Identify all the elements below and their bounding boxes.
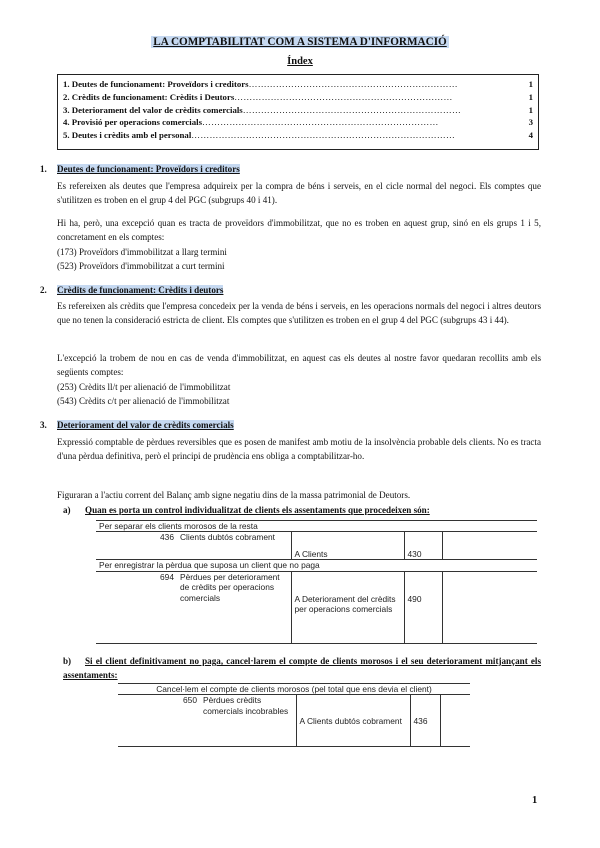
debit-account: Pèrdues per deteriorament de crèdits per operacions comercials: [177, 571, 291, 643]
debit-account: Clients dubtós cobrament: [177, 532, 291, 560]
section-3-heading: 3. Deteriorament del valor de crèdits comercials: [40, 420, 234, 430]
credit-account: A Clients dubtós cobrament: [296, 695, 410, 747]
credit-account: A Clients: [291, 532, 404, 560]
journal-caption: Cancel·lem el compte de clients morosos (pel total que ens devia el client): [156, 684, 432, 694]
account-line: (173) Proveïdors d'immobilitzat a llarg termini: [57, 247, 227, 257]
table-of-contents: [57, 74, 539, 150]
section-2-paragraph-2: L'excepció la trobem de nou en cas de venda d'immobilitzat, en aquest cas els deutes al nostre favor quedaran recollits amb els següents comptes:: [57, 353, 541, 377]
subsection-b: b) Si el client definitivament no paga, cancel·larem el compte de clients morosos i el seu deteriorament mitjançant els assentaments:: [63, 656, 541, 680]
toc-entry[interactable]: 3. Deteriorament del valor de crèdits comercials ……………………………………………………………… 1: [63, 104, 533, 115]
debit-amount: 650: [183, 695, 197, 706]
account-line: (253) Crèdits ll/t per alienació de l'immobilitzat: [57, 382, 231, 392]
journal-caption: Per enregistrar la pèrdua que suposa un client que no paga: [99, 560, 320, 571]
document-title: LA COMPTABILITAT COM A SISTEMA D'INFORMACIÓ: [153, 36, 447, 48]
section-3-paragraph-2: Figuraran a l'actiu corrent del Balanç amb signe negatiu dins de la massa patrimonial de Deutors.: [57, 490, 411, 500]
journal-caption-row: [118, 684, 470, 695]
journal-caption: Per separar els clients morosos de la resta: [96, 521, 537, 532]
account-line: (543) Crèdits c/t per alienació de l'immobilitzat: [57, 396, 230, 406]
debit-amount: 436: [160, 532, 174, 543]
credit-account: A Deteriorament del crèdits per operacions comercials: [291, 571, 404, 643]
journal-entry-row: [96, 571, 537, 643]
journal-entry-row: [96, 532, 537, 560]
section-3-paragraph-1: Expressió comptable de pèrdues reversibles que es posen de manifest amb motiu de la insolvència probable dels clients. No es tracta d'una pèrdua definitiva, però el principi de prudència ens obliga a comptabilitzar-ho.: [57, 437, 541, 461]
journal-table-a: [96, 520, 537, 644]
toc-entry[interactable]: 4. Provisió per operacions comercials …………………………………………………………………… 3: [63, 117, 533, 128]
journal-entry-row: [118, 695, 470, 747]
page-number: 1: [532, 795, 538, 806]
index-heading: Índex: [287, 56, 313, 67]
debit-amount: 694: [160, 571, 174, 582]
account-line: (523) Proveïdors d'immobilitzat a curt termini: [57, 261, 225, 271]
section-1-heading: 1. Deutes de funcionament: Proveïdors i creditors: [40, 164, 240, 174]
credit-code: 490: [404, 571, 442, 643]
toc-entry[interactable]: 1. Deutes de funcionament: Proveïdors i creditors …………………………………………………………… 1: [63, 79, 533, 89]
journal-table-b: [118, 683, 470, 747]
section-1-paragraph-1: Es refereixen als deutes que l'empresa adquireix per la compra de béns i serveis, en el cicle normal del negoci. Els comptes que s'utilitzen es troben en el grup 4 del PGC (subgrups 40 i 41).: [57, 181, 541, 205]
credit-code: 436: [410, 695, 440, 747]
section-1-paragraph-2: Hi ha, però, una excepció quan es tracta de proveïdors d'immobilitzat, que no es troben en aquest grup, sinó en els grups 1 i 5, concretament en els comptes:: [57, 218, 541, 242]
journal-caption-row: [96, 521, 537, 532]
section-2-paragraph-1: Es refereixen als crèdits que l'empresa concedeix per la venda de béns i serveis, en les operacions normals del negoci i altres deutors que no tenen la consideració estricta de client. Els comptes que s'utilitzen es troben en el grup 4 del PGC (subgrups 43 i 44).: [57, 301, 541, 325]
section-2-heading: 2. Crèdits de funcionament: Crèdits i deutors: [40, 285, 224, 295]
subsection-a: a) Quan es porta un control individualitzat de clients els assentaments que procedeixen són:: [63, 505, 430, 515]
toc-entry[interactable]: 2. Crèdits de funcionament: Crèdits i Deutors ……………………………………………………………… 1: [63, 91, 533, 102]
credit-code: 430: [404, 532, 442, 560]
debit-account: Pèrdues crèdits comercials incobrables: [200, 695, 296, 747]
journal-caption-row: [96, 560, 537, 571]
toc-entry[interactable]: 5. Deutes i crèdits amb el personal …………………………………………………………………………… 4: [63, 130, 533, 141]
